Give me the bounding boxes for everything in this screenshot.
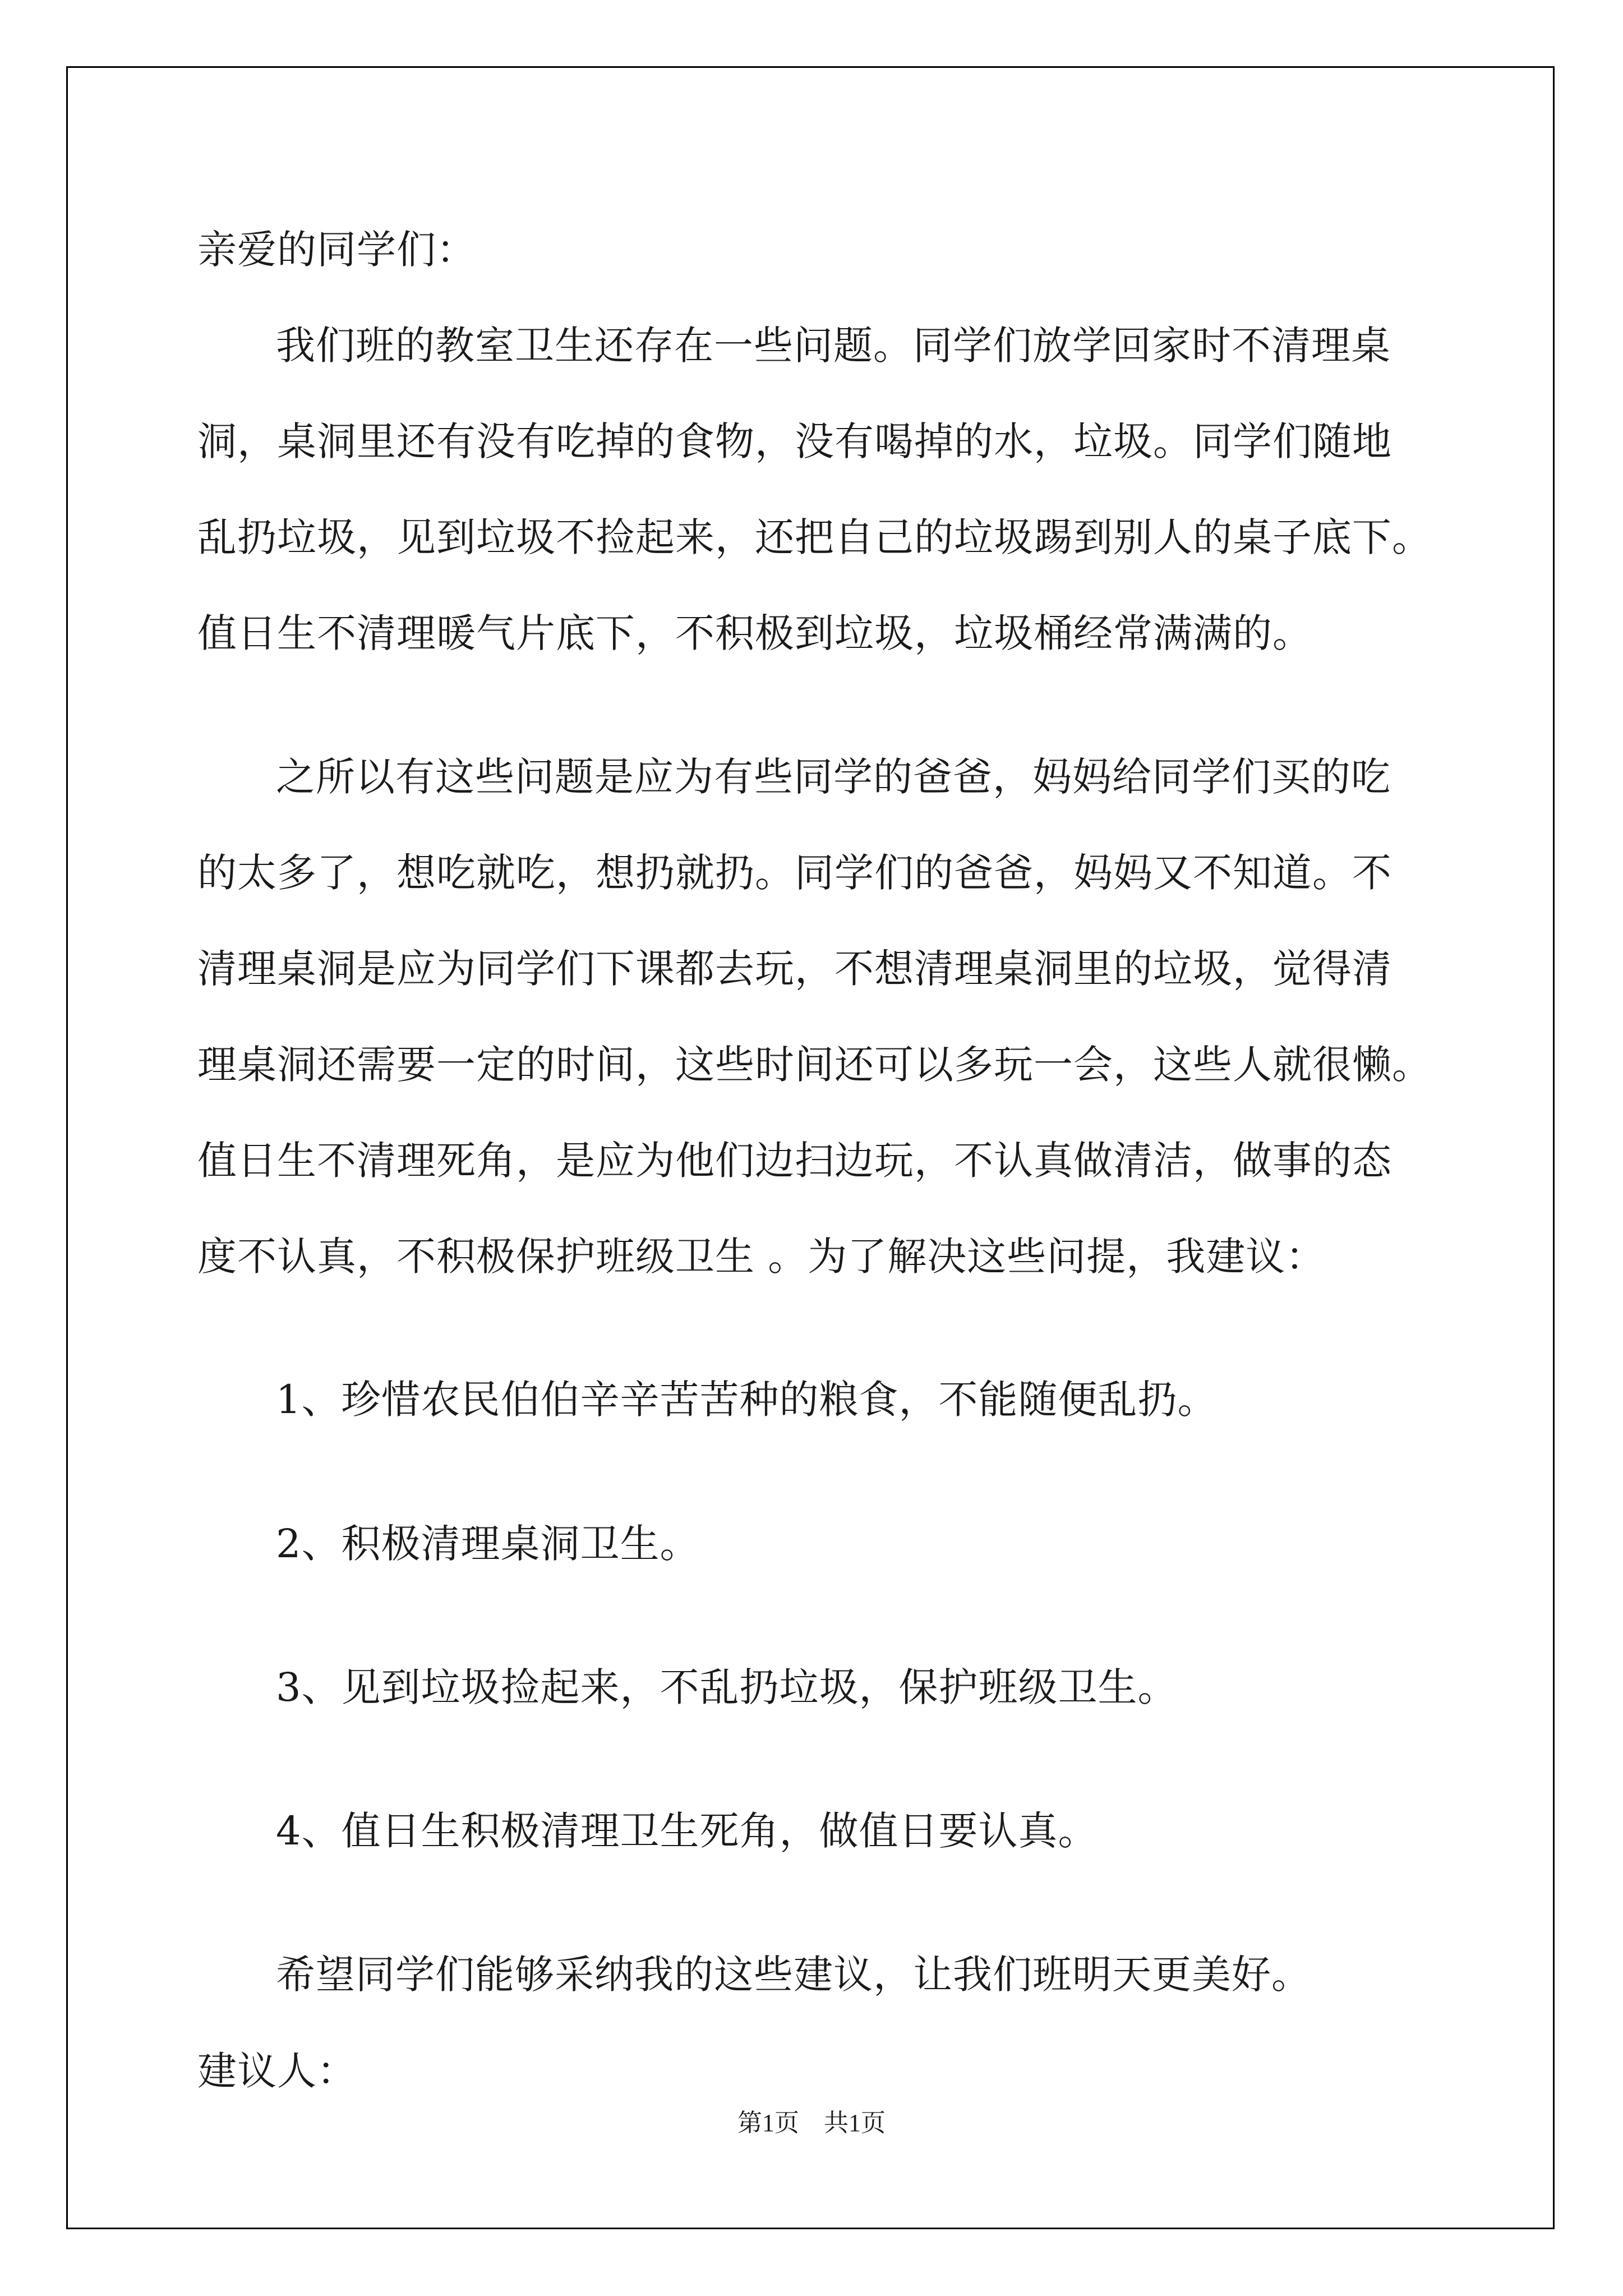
paragraph1-line-3: 乱扔垃圾，见到垃圾不捡起来，还把自己的垃圾踢到别人的桌子底下。 [197,514,1432,560]
paragraph1-line-2: 洞，桌洞里还有没有吃掉的食物，没有喝掉的水，垃圾。同学们随地 [197,418,1392,464]
suggestion-item-3: 3、见到垃圾捡起来，不乱扔垃圾，保护班级卫生。 [276,1664,1178,1710]
suggestion-item-4: 4、值日生积极清理卫生死角，做值日要认真。 [276,1808,1098,1854]
closing-line: 希望同学们能够采纳我的这些建议，让我们班明天更美好。 [276,1952,1311,1998]
paragraph2-line-6: 度不认真，不积极保护班级卫生 。为了解决这些问提，我建议： [197,1234,1326,1280]
paragraph2-line-4: 理桌洞还需要一定的时间，这些时间还可以多玩一会，这些人就很懒。 [197,1042,1432,1088]
greeting-line: 亲爱的同学们： [197,227,476,273]
paragraph2-line-1: 之所以有这些问题是应为有些同学的爸爸，妈妈给同学们买的吃 [276,754,1391,800]
paragraph2-line-5: 值日生不清理死角，是应为他们边扫边玩，不认真做清洁，做事的态 [197,1138,1392,1184]
paragraph2-line-3: 清理桌洞是应为同学们下课都去玩，不想清理桌洞里的垃圾，觉得清 [197,946,1392,992]
signature-line: 建议人： [197,2048,357,2094]
paragraph1-line-4: 值日生不清理暖气片底下，不积极到垃圾，垃圾桶经常满满的。 [197,610,1312,656]
suggestion-item-1: 1、珍惜农民伯伯辛辛苦苦种的粮食，不能随便乱扔。 [276,1377,1218,1423]
paragraph1-line-1: 我们班的教室卫生还存在一些问题。同学们放学回家时不清理桌 [276,323,1391,369]
page-footer: 第1页 共1页 [737,2109,886,2137]
suggestion-item-2: 2、积极清理桌洞卫生。 [276,1521,700,1567]
paragraph2-line-2: 的太多了，想吃就吃，想扔就扔。同学们的爸爸，妈妈又不知道。不 [197,850,1392,896]
